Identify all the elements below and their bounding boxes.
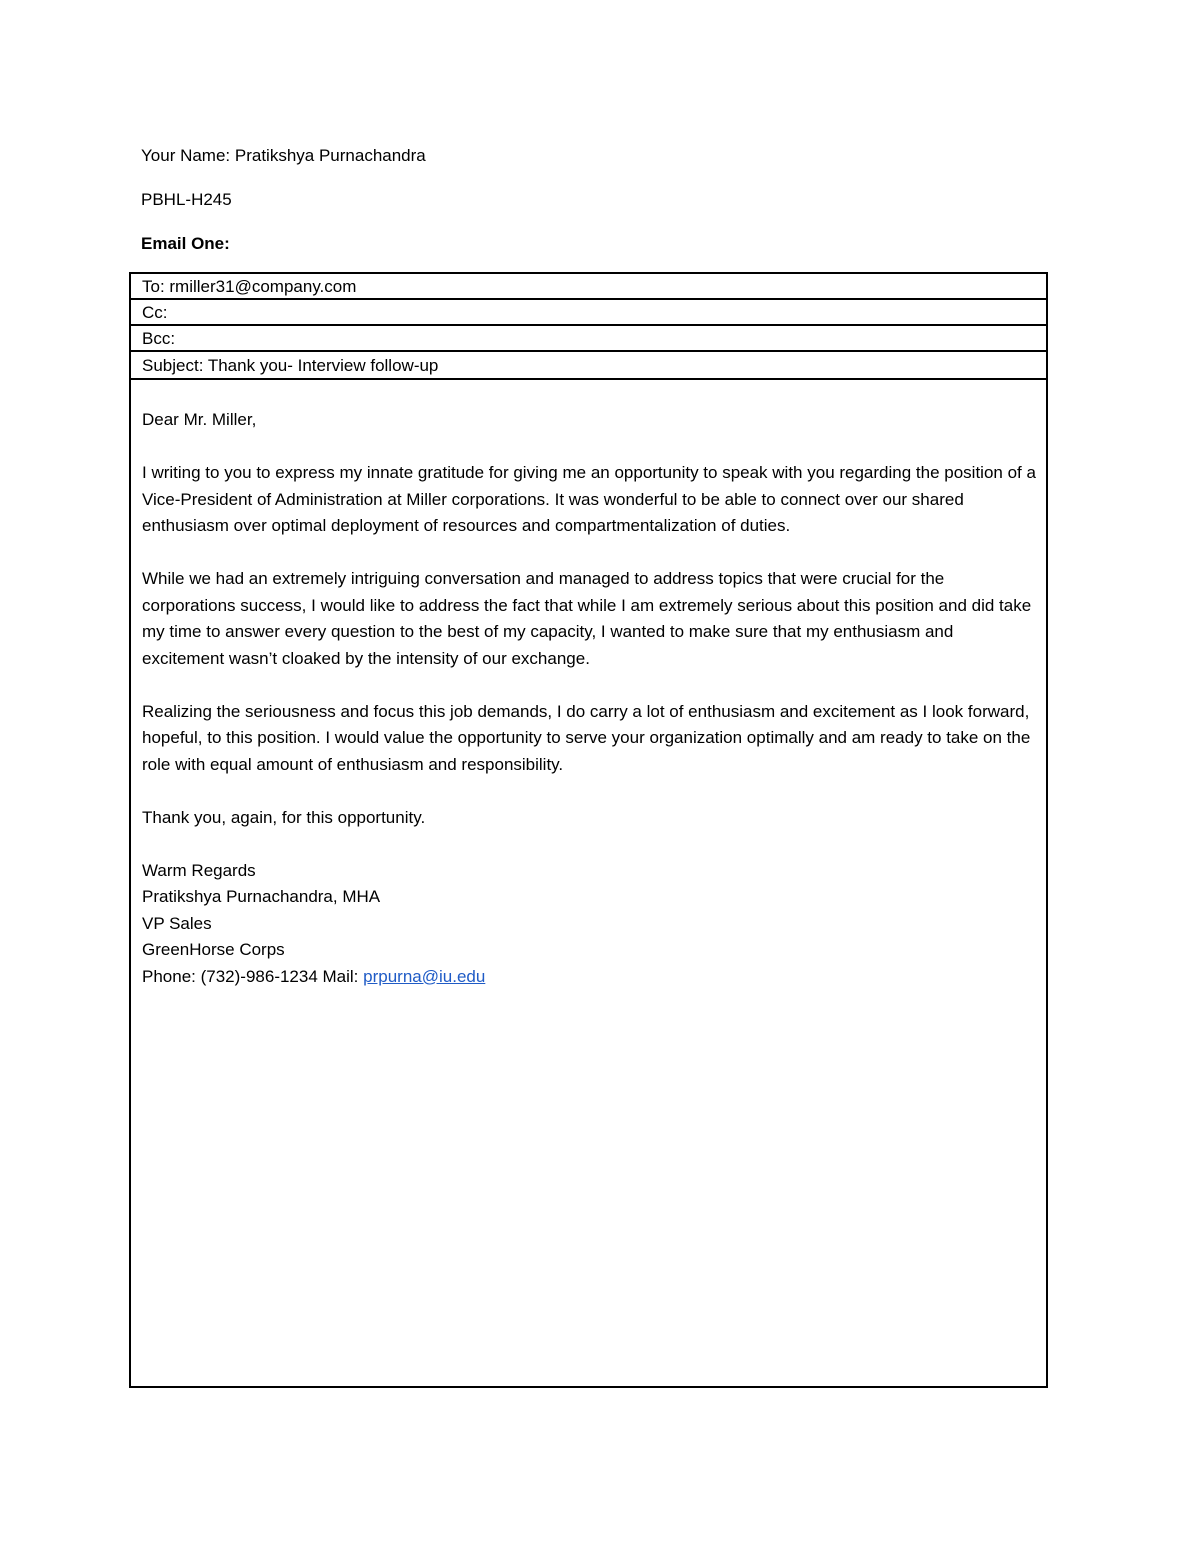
body-paragraph: Realizing the seriousness and focus this job demands, I do carry a lot of enthusiasm and excitement as I look forward, hopeful, to this position. I would value the opportunity to serve your organization optimally and am ready to take on the role with equal amount of enthusiasm and responsibility.	[142, 701, 1031, 774]
signature-contact	[142, 964, 1038, 991]
email-form	[129, 272, 1048, 1388]
to-field[interactable]: To: rmiller31@company.com	[131, 274, 1046, 300]
email-link[interactable]: prpurna@iu.edu	[363, 966, 486, 986]
signature-company: GreenHorse Corps	[142, 940, 285, 959]
body-paragraph: I writing to you to express my innate gratitude for giving me an opportunity to speak with you regarding the position of a Vice-President of Administration at Miller corporations. It was wonderful to be able to connect over our shared enthusiasm over optimal deployment of resources and compartmentalization of duties.	[142, 463, 1036, 535]
greeting: Dear Mr. Miller,	[142, 410, 257, 429]
signature-name: Pratikshya Purnachandra, MHA	[142, 887, 381, 906]
cc-field[interactable]: Cc:	[131, 300, 1046, 326]
email-heading: Email One:	[141, 234, 230, 253]
signature-closing: Warm Regards	[142, 860, 256, 880]
subject-field[interactable]: Subject: Thank you- Interview follow-up	[131, 352, 1046, 380]
email-body[interactable]	[131, 380, 1046, 990]
contact-prefix: Phone: (732)-986-1234 Mail:	[142, 966, 364, 986]
student-name-line: Your Name: Pratikshya Purnachandra	[141, 146, 426, 165]
bcc-field[interactable]: Bcc:	[131, 326, 1046, 352]
signature-title: VP Sales	[142, 913, 212, 933]
course-code: PBHL-H245	[141, 190, 232, 209]
body-paragraph: While we had an extremely intriguing conversation and managed to address topics that were crucial for the corporations success, I would like to address the fact that while I am extremely serious about this position and did take my time to answer every question to the best of my capacity, I wanted to make sure that my enthusiasm and excitement wasn’t cloaked by the intensity of our exchange.	[142, 569, 1032, 668]
body-paragraph: Thank you, again, for this opportunity.	[142, 807, 426, 827]
signature-block	[142, 858, 1038, 991]
